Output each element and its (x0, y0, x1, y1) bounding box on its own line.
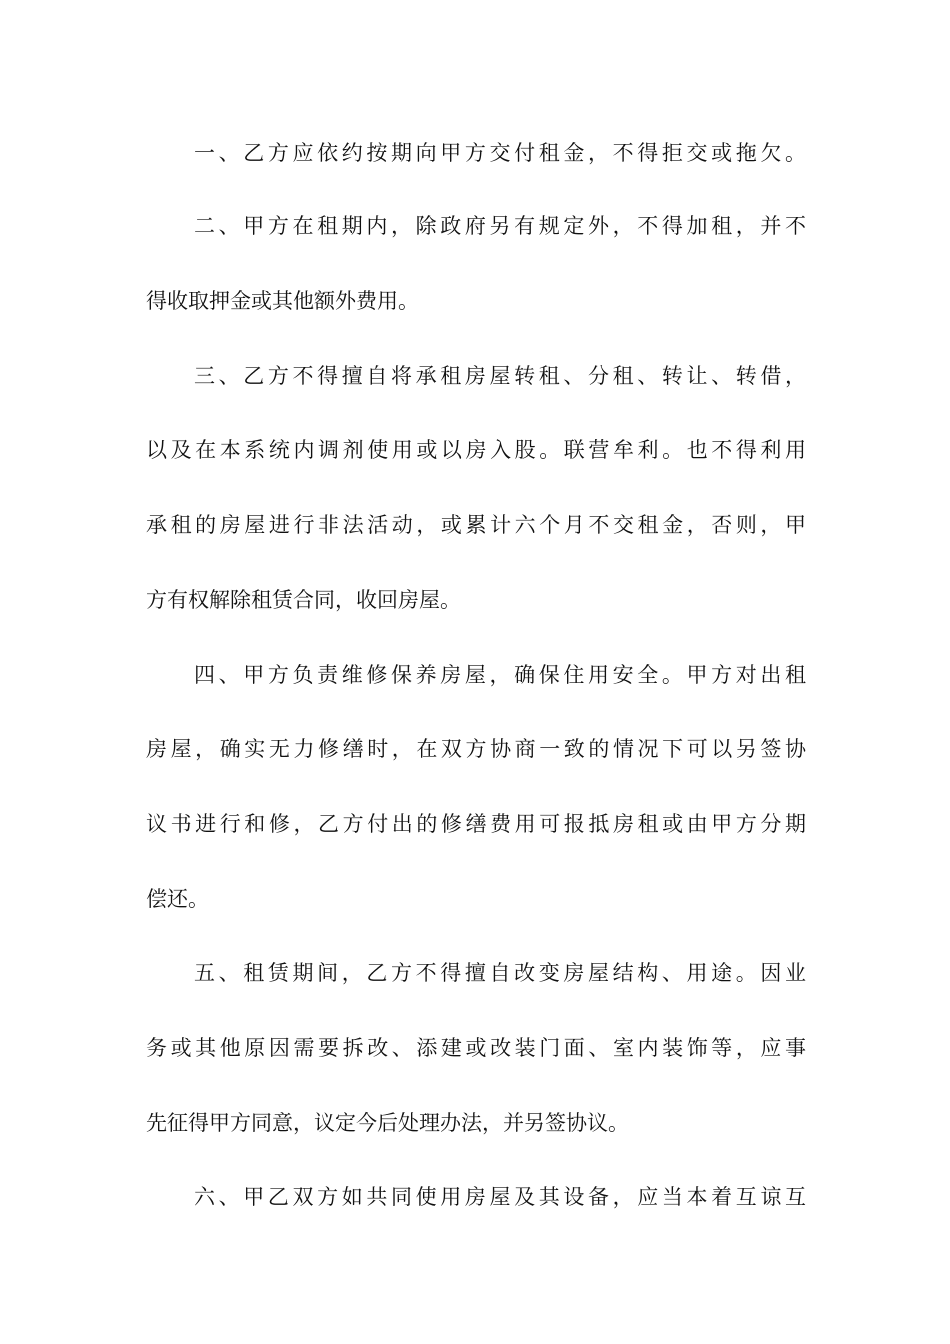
clause-5-line-3: 先征得甲方同意，议定今后处理办法，并另签协议。 (146, 1111, 629, 1135)
clause-4-line-4: 偿还。 (146, 887, 209, 911)
clause-3-line-1: 三、乙方不得擅自将承租房屋转租、分租、转让、转借， (194, 364, 806, 388)
clause-6-line-1: 六、甲乙双方如共同使用房屋及其设备，应当本着互谅互 (194, 1185, 806, 1209)
clause-1-line-1: 一、乙方应依约按期向甲方交付租金，不得拒交或拖欠。 (194, 141, 806, 165)
clause-5-line-2: 务或其他原因需要拆改、添建或改装门面、室内装饰等，应事 (146, 1036, 806, 1060)
clause-4-line-3: 议书进行和修，乙方付出的修缮费用可报抵房租或由甲方分期 (146, 812, 806, 836)
clause-4-line-1: 四、甲方负责维修保养房屋，确保住用安全。甲方对出租 (194, 663, 806, 687)
clause-3-line-4: 方有权解除租赁合同，收回房屋。 (146, 588, 461, 612)
clause-4-line-2: 房屋，确实无力修缮时，在双方协商一致的情况下可以另签协 (146, 737, 806, 761)
clause-2-line-1: 二、甲方在租期内，除政府另有规定外，不得加租，并不 (194, 214, 806, 238)
clause-3-line-2: 以及在本系统内调剂使用或以房入股。联营牟利。也不得利用 (146, 438, 806, 462)
clause-3-line-3: 承租的房屋进行非法活动，或累计六个月不交租金，否则，甲 (146, 513, 806, 537)
clause-5-line-1: 五、租赁期间，乙方不得擅自改变房屋结构、用途。因业 (194, 961, 806, 985)
clause-2-line-2: 得收取押金或其他额外费用。 (146, 289, 419, 313)
